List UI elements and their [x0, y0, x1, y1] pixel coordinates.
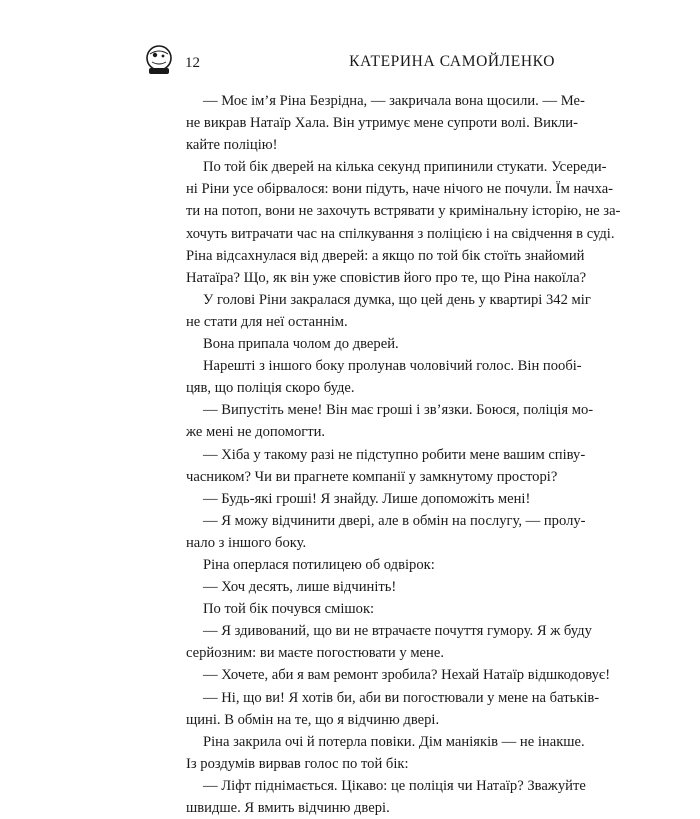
page-number: 12: [185, 55, 200, 71]
text-line: швидше. Я вмить відчиню двері.: [186, 800, 390, 816]
text-line: По той бік почувся смішок:: [203, 601, 375, 618]
text-line: — Ліфт піднімається. Цікаво: це поліція чи Натаїр? Зважуйте: [203, 777, 586, 794]
text-line: нало з іншого боку.: [186, 534, 307, 551]
text-line: хочуть витрачати час на спілкування з поліцією і на свідчення в суді.: [186, 225, 615, 242]
text-line: цяв, що поліція скоро буде.: [186, 380, 355, 397]
text-line: ти на потоп, вони не захочуть встрявати у кримінальну історію, не за-: [186, 203, 621, 220]
text-line: серйозним: ви маєте погостювати у мене.: [186, 645, 444, 662]
text-line: — Хоч десять, лише відчиніть!: [203, 579, 397, 596]
text-line: Вона припала чолом до дверей.: [203, 336, 399, 353]
text-line: же мені не допомогти.: [186, 424, 326, 441]
text-line: Із роздумів вирвав голос по той бік:: [186, 755, 409, 772]
text-line: — Будь-які гроші! Я знайду. Лише допоможіть мені!: [203, 490, 531, 507]
text-line: По той бік дверей на кілька секунд припинили стукати. Усереди-: [203, 159, 607, 176]
text-line: Ріна закрила очі й потерла повіки. Дім маніяків — не інакше.: [203, 733, 585, 750]
text-line: Ріна відсахнулася від дверей: а якщо по той бік стоїть знайомий: [186, 247, 585, 264]
text-line: ні Ріни усе обірвалося: вони підуть, наче нічого не почули. Їм начха-: [186, 181, 614, 198]
text-line: Ріна оперлася потилицею об одвірок:: [203, 556, 435, 573]
text-line: — Випустіть мене! Він має гроші і зв’язки. Боюся, поліція мо-: [203, 402, 594, 419]
text-line: — Я можу відчинити двері, але в обмін на послугу, — пролу-: [203, 512, 586, 529]
text-line: — Хіба у такому разі не підступно робити мене вашим співу-: [203, 446, 586, 463]
crystal-ball-icon: [143, 44, 175, 76]
text-line: Нарешті з іншого боку пролунав чоловічий голос. Він пообі-: [203, 358, 582, 375]
text-line: Натаїра? Що, як він уже сповістив його про те, що Ріна накоїла?: [186, 269, 587, 286]
body-text: [186, 90, 621, 819]
text-line: — Хочете, аби я вам ремонт зробила? Нехай Натаїр відшкодовує!: [203, 667, 611, 684]
running-title: КАТЕРИНА САМОЙЛЕНКО: [349, 53, 555, 70]
text-line: не стати для неї останнім.: [186, 313, 348, 330]
text-line: У голові Ріни закралася думка, що цей день у квартирі 342 міг: [203, 291, 591, 308]
text-line: кайте поліцію!: [186, 137, 278, 154]
text-line: часником? Чи ви прагнете компанії у замкнутому просторі?: [186, 468, 558, 485]
text-line: — Моє ім’я Ріна Безрідна, — закричала вона щосили. — Ме-: [203, 93, 585, 109]
text-line: щині. В обмін на те, що я відчиню двері.: [186, 711, 440, 728]
text-line: — Ні, що ви! Я хотів би, аби ви погостювали у мене на батьків-: [203, 689, 600, 706]
text-line: не викрав Натаїр Хала. Він утримує мене супроти волі. Викли-: [186, 115, 578, 132]
text-line: — Я здивований, що ви не втрачаєте почуття гумору. Я ж буду: [203, 623, 592, 640]
